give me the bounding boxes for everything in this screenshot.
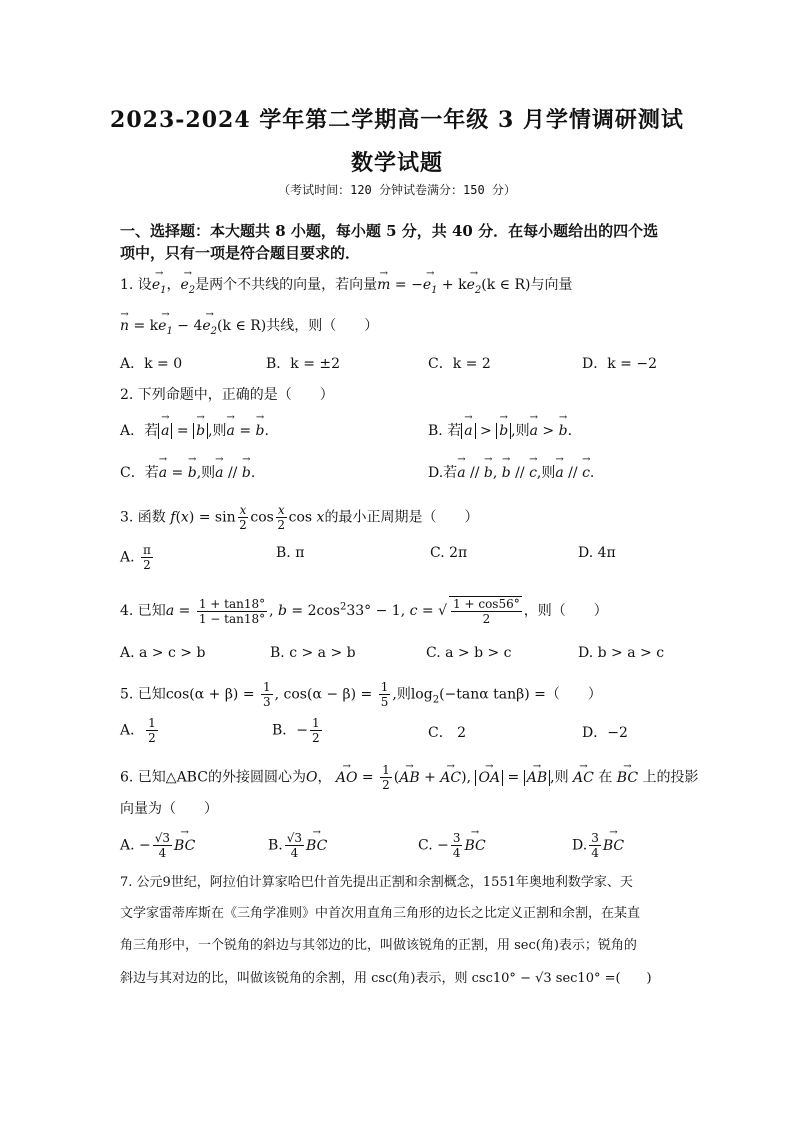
q3-option-a[interactable]: A. $\frac{\pi}{2}$ — [120, 543, 151, 572]
q5-option-d[interactable]: D．−2 — [582, 725, 628, 741]
q1-option-d[interactable]: D．k = −2 — [582, 356, 657, 372]
q1-option-b[interactable]: B．k = ±2 — [266, 356, 341, 372]
question-6-stem-line1: 6. 已知△ABC的外接圆圆心为O， → AO = $\frac{1}{2}$ (→ AB + → AC), → OA = → AB ,则 → AC 在 → BC 上的投影 — [120, 763, 680, 792]
q1-post: 与向量 — [530, 277, 573, 293]
q6-option-b[interactable]: B. $\frac{√3}{4}$ → BC — [268, 831, 327, 860]
q4-option-a[interactable]: A. a > c > b — [120, 645, 206, 661]
exam-note: （考试时间：120 分钟试卷满分：150 分） — [278, 183, 516, 197]
question-3-stem: 3. 函数 f(x) = sin $\frac{x}{2}$ cos $\frac{x}{2}$ cos x的最小正周期是（ ） — [120, 503, 479, 532]
q4-option-b[interactable]: B. c > a > b — [270, 645, 356, 661]
exam-title: 2023-2024 学年第二学期高一年级 3 月学情调研测试 — [110, 107, 684, 133]
question-7-line4: 斜边与其对边的比，叫做该锐角的余割，用 csc(角)表示，则 csc10° − √3 sec10° =( ) — [120, 971, 652, 986]
question-5-stem: 5. 已知cos(α + β) = $\frac{1}{3}$ , cos(α − β) = $\frac{1}{5}$ ,则$\log_2(-\tan\alpha$ tanβ) =（ ） — [120, 680, 602, 709]
q1-option-c[interactable]: C．k = 2 — [428, 356, 491, 372]
q1-mid2: 是两个不共线的向量，若向量 — [195, 277, 378, 293]
q1-post2: 共线，则（ ） — [266, 318, 379, 334]
exam-subtitle: 数学试题 — [350, 150, 443, 176]
q3-option-c[interactable]: C. 2π — [430, 545, 468, 561]
q1-mid1: ， — [166, 277, 181, 293]
vector-e1: → $e_1$ — [152, 275, 167, 301]
q5-option-a[interactable]: A． $\frac{1}{2}$ — [120, 716, 156, 745]
question-1-line2: → $n = k\to e_1 - 4\to e_2(k$ ∈ R)共线，则（ ） — [120, 316, 680, 342]
q6-option-c[interactable]: C. − $\frac{3}{4}$ → BC — [418, 831, 486, 860]
question-2-stem: 2. 下列命题中，正确的是（ ） — [120, 387, 334, 403]
q3-option-d[interactable]: D. 4π — [578, 545, 616, 561]
q6-option-a[interactable]: A. − $\frac{√3}{4}$ → BC — [120, 831, 195, 860]
q2-option-b[interactable]: B. 若→ a > → b ,则→ a > → b. — [428, 420, 572, 440]
question-6-stem-line2: 向量为（ ） — [120, 801, 218, 817]
q2-option-c[interactable]: C．若→ a = → b,则→ a // → b. — [120, 462, 255, 482]
question-7-line3: 角三角形中，一个锐角的斜边与其邻边的比，叫做该锐角的正割，用 sec(角)表示；锐角的 — [120, 938, 637, 953]
q5-option-c[interactable]: C． 2 — [428, 725, 467, 741]
q1-pre: 1. 设 — [120, 277, 152, 293]
q3-option-b[interactable]: B. π — [276, 545, 305, 561]
q2-option-a[interactable]: A．若→ a = → b ,则→ a = → b. — [120, 420, 269, 440]
q4-option-d[interactable]: D. b > a > c — [578, 645, 665, 661]
question-7-line2: 文学家雷蒂库斯在《三角学准则》中首次用直角三角形的边长之比定义正割和余割，在某直 — [120, 906, 641, 921]
section-heading-line1: 一、选择题：本大题共 8 小题，每小题 5 分，共 40 分．在每小题给出的四个选 — [120, 222, 659, 240]
question-4-stem: 4. 已知a = $\frac{1 + \tan 18^\circ}{1 - \tan 18^\circ}$ , $b = 2\cos^233^\circ - 1$, c = √ $\frac{1 + \cos 56^\circ}{2}$ ，则（ ） — [120, 596, 608, 626]
vector-n: → n — [120, 316, 129, 336]
section-heading-line2: 项中，只有一项是符合题目要求的． — [120, 244, 361, 262]
question-7-line1: 7. 公元9世纪，阿拉伯计算家哈巴什首先提出正割和余割概念，1551年奥地利数学家、天 — [120, 875, 633, 890]
q5-option-b[interactable]: B．− $\frac{1}{2}$ — [272, 716, 320, 745]
vector-m: → m — [377, 275, 390, 295]
q4-option-c[interactable]: C. a > b > c — [426, 645, 512, 661]
q6-option-d[interactable]: D. $\frac{3}{4}$ → BC — [572, 831, 624, 860]
question-1-line1: 1. 设→ $e_1$，→ $e_2$是两个不共线的向量，若向量→ m = −→ $e_1 + k\to e_2(k$ ∈ R)与向量 — [120, 275, 680, 301]
q1-option-a[interactable]: A．k = 0 — [120, 356, 183, 372]
q2-option-d[interactable]: D.若→ a // → b, → b // → c,则→ a // → c. — [428, 462, 594, 482]
vector-e2: → $e_2$ — [180, 275, 195, 301]
